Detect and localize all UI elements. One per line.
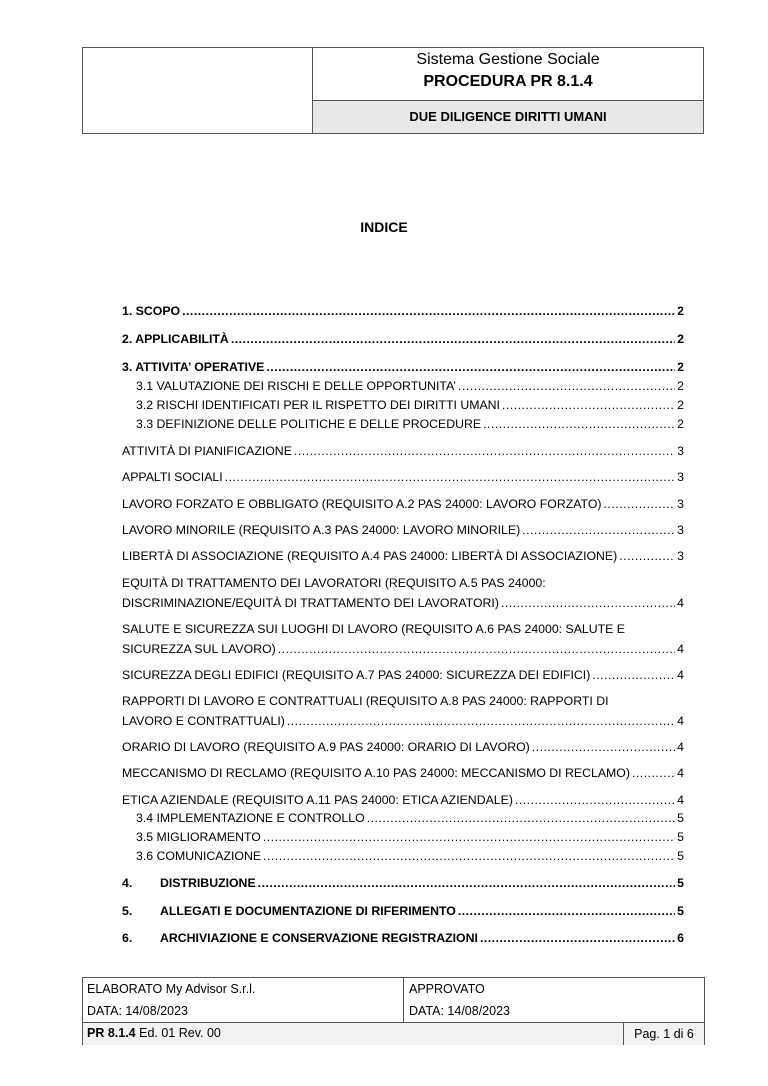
page-number: Pag. 1 di 6 [623, 1023, 704, 1045]
toc-entry-liberta-associazione[interactable]: LIBERTÀ DI ASSOCIAZIONE (REQUISITO A.4 PAS 24000: LIBERTÀ DI ASSOCIAZIONE) ..... 3 [122, 546, 684, 566]
logo-cell [83, 48, 313, 133]
toc-entry-rapporti[interactable]: LAVORO E CONTRATTUALI) ..... 4 [122, 711, 684, 731]
toc-entry-lavoro-minorile[interactable]: LAVORO MINORILE (REQUISITO A.3 PAS 24000: LAVORO MINORILE) ..... 3 [122, 520, 684, 540]
prepared-by: ELABORATO My Advisor S.r.l. [87, 982, 256, 996]
toc-entry-equita-line1[interactable]: EQUITÀ DI TRATTAMENTO DEI LAVORATORI (REQUISITO A.5 PAS 24000: [122, 576, 546, 590]
toc-entry-scopo[interactable]: 1. SCOPO ..... 2 [122, 301, 684, 321]
toc-entry-salute-line1[interactable]: SALUTE E SICUREZZA SUI LUOGHI DI LAVORO (REQUISITO A.6 PAS 24000: SALUTE E [122, 622, 625, 636]
system-title: Sistema Gestione Sociale [416, 51, 600, 68]
procedure-subtitle: DUE DILIGENCE DIRITTI UMANI [313, 100, 703, 133]
toc-entry-sicurezza-edifici[interactable]: SICUREZZA DEGLI EDIFICI (REQUISITO A.7 PAS 24000: SICUREZZA DEI EDIFICI) ..... 4 [122, 665, 684, 685]
header-table [82, 47, 704, 134]
toc-entry-appalti-sociali[interactable]: APPALTI SOCIALI ..... 3 [122, 467, 684, 487]
footer-bottom-row [83, 1022, 704, 1045]
toc-entry-3-5[interactable]: 3.5 MIGLIORAMENTO ..... 5 [136, 827, 684, 847]
toc-entry-reclamo[interactable]: MECCANISMO DI RECLAMO (REQUISITO A.10 PAS 24000: MECCANISMO DI RECLAMO) ..... 4 [122, 763, 684, 783]
toc-entry-archiviazione[interactable]: 6. ARCHIVIAZIONE E CONSERVAZIONE REGISTRAZIONI ..... 6 [122, 928, 684, 948]
toc-entry-etica[interactable]: ETICA AZIENDALE (REQUISITO A.11 PAS 24000: ETICA AZIENDALE) ..... 4 [122, 790, 684, 810]
toc-entry-attivita-operative[interactable]: 3. ATTIVITA’ OPERATIVE ..... 2 [122, 357, 684, 377]
prepared-date: DATA: 14/08/2023 [87, 1004, 188, 1018]
approved-date: DATA: 14/08/2023 [409, 1004, 510, 1018]
toc-entry-lavoro-forzato[interactable]: LAVORO FORZATO E OBBLIGATO (REQUISITO A.2 PAS 24000: LAVORO FORZATO) ..... 3 [122, 494, 684, 514]
toc-entry-salute[interactable]: SICUREZZA SUL LAVORO) ..... 4 [122, 639, 684, 659]
toc-entry-3-3[interactable]: 3.3 DEFINIZIONE DELLE POLITICHE E DELLE PROCEDURE ..... 2 [136, 414, 684, 434]
toc-entry-3-4[interactable]: 3.4 IMPLEMENTAZIONE E CONTROLLO ..... 5 [136, 808, 684, 828]
approved-label: APPROVATO [409, 982, 485, 996]
toc-entry-pianificazione[interactable]: ATTIVITÀ DI PIANIFICAZIONE ..... 3 [122, 441, 684, 461]
toc-entry-distribuzione[interactable]: 4. DISTRIBUZIONE ..... 5 [122, 873, 684, 893]
doc-code: PR 8.1.4 [87, 1026, 136, 1040]
toc-entry-3-2[interactable]: 3.2 RISCHI IDENTIFICATI PER IL RISPETTO DEI DIRITTI UMANI ..... 2 [136, 395, 684, 415]
toc-entry-3-1[interactable]: 3.1 VALUTAZIONE DEI RISCHI E DELLE OPPORTUNITA’ ..... 2 [136, 376, 684, 396]
toc-entry-3-6[interactable]: 3.6 COMUNICAZIONE ..... 5 [136, 846, 684, 866]
procedure-title: PROCEDURA PR 8.1.4 [423, 73, 593, 90]
doc-code-line [87, 1026, 221, 1040]
footer-table [82, 977, 705, 1045]
toc-entry-rapporti-line1[interactable]: RAPPORTI DI LAVORO E CONTRATTUALI (REQUISITO A.8 PAS 24000: RAPPORTI DI [122, 694, 609, 708]
toc-entry-equita[interactable]: DISCRIMINAZIONE/EQUITÀ DI TRATTAMENTO DEI LAVORATORI) ..... 4 [122, 593, 684, 613]
toc-entry-applicabilita[interactable]: 2. APPLICABILITÀ ..... 2 [122, 329, 684, 349]
toc-entry-allegati[interactable]: 5. ALLEGATI E DOCUMENTAZIONE DI RIFERIMENTO ..... 5 [122, 901, 684, 921]
index-title: INDICE [360, 219, 408, 235]
toc-entry-orario[interactable]: ORARIO DI LAVORO (REQUISITO A.9 PAS 24000: ORARIO DI LAVORO) ..... 4 [122, 737, 684, 757]
doc-edition: Ed. 01 Rev. 00 [139, 1026, 221, 1040]
